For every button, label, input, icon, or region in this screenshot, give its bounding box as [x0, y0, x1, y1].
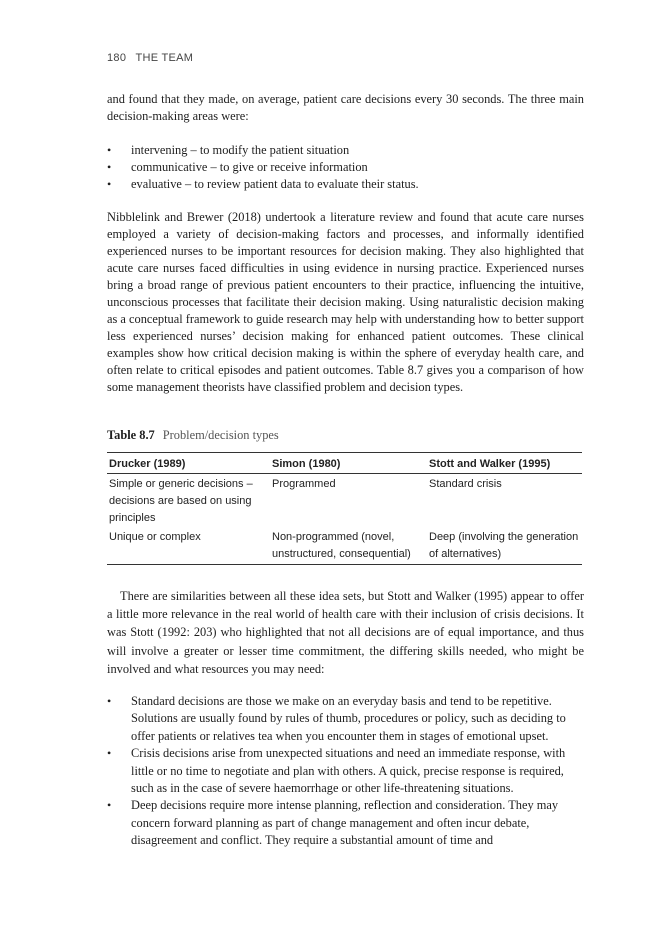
table-row	[107, 474, 582, 528]
bullet-icon: •	[107, 177, 112, 191]
list-item: • Standard decisions are those we make on an everyday basis and tend to be repetitive. Solutions are usually found by rules of thumb, procedures or policy, such as deciding to offer patients or relatives tea when you encounter them in stages of emotional upset.	[107, 694, 566, 743]
table-cell: Simple or generic decisions – decisions are based on using principles	[109, 478, 253, 524]
column-header: Drucker (1989)	[107, 453, 270, 474]
table-cell: Standard crisis	[429, 478, 502, 490]
running-head	[107, 52, 193, 64]
list-item: • intervening – to modify the patient situation	[107, 143, 350, 157]
paragraph-similarities: There are similarities between all these idea sets, but Stott and Walker (1995) appear to offer a little more relevance in the real world of health care with their inclusion of crisis decisions. It was Stott (1992: 203) who highlighted that not all decisions are of equal importance, and thus will involve a greater or lesser time commitment, the differing skills needed, who might be involved and what resources you may need:	[107, 589, 584, 676]
bullet-icon: •	[107, 694, 112, 708]
list-item: • Deep decisions require more intense planning, reflection and consideration. They may concern forward planning as part of change management and often incur debate, disagreement and conflict. They require a substantial amount of time and	[107, 798, 559, 848]
table-cell: Unique or complex	[107, 527, 270, 565]
table-title: Problem/decision types	[162, 428, 279, 442]
bullet-icon: •	[107, 746, 112, 761]
paragraph-intro: and found that they made, on average, patient care decisions every 30 seconds. The three main decision-making areas were:	[107, 92, 584, 123]
table-header-row	[107, 453, 582, 474]
paragraph-literature-review: Nibblelink and Brewer (2018) undertook a literature review and found that acute care nurses employed a variety of decision-making factors and processes, and informally identified experienced nurses to be important resources for decision making. They also highlighted that acute care nurses faced difficulties in using evidence in nursing practice. Experienced nurses bring a broad range of previous patient encounters to their practice, influencing the intuitive, unconscious processes that facilitate their decision making. Using naturalistic decision making as a conceptual framework to guide research may help with understanding how to better support less experienced nurses’ decision making for enhanced patient outcomes. These clinical examples show how critical decision making is within the sphere of everyday health care, and often relate to critical episodes and patient outcomes. Table 8.7 gives you a comparison of how some management theorists have classified problem and decision types.	[107, 210, 584, 394]
column-header: Stott and Walker (1995)	[427, 453, 582, 474]
table-cell: Programmed	[272, 478, 336, 490]
column-header: Simon (1980)	[270, 453, 427, 474]
bullet-icon: •	[107, 143, 112, 157]
table-row	[107, 527, 582, 565]
decision-areas-list	[107, 142, 584, 193]
decision-kinds-list	[107, 693, 584, 850]
table-caption	[107, 428, 279, 443]
table-label: Table 8.7	[107, 428, 155, 442]
bullet-icon: •	[107, 160, 112, 174]
table-cell: Non-programmed (novel, unstructured, consequential)	[270, 527, 427, 565]
list-item: • Crisis decisions arise from unexpected situations and need an immediate response, with little or no time to negotiate and plan with others. A quick, precise response is required, such as in the case of severe haemorrhage or other life-threatening situations.	[107, 746, 566, 796]
decision-types-table	[107, 452, 582, 565]
table-cell: Deep (involving the generation of alternatives)	[427, 527, 582, 565]
list-item: • communicative – to give or receive information	[107, 160, 368, 174]
list-item: • evaluative – to review patient data to evaluate their status.	[107, 177, 419, 191]
section-title: THE TEAM	[135, 52, 194, 64]
page-number: 180	[107, 52, 127, 64]
bullet-icon: •	[107, 798, 112, 813]
